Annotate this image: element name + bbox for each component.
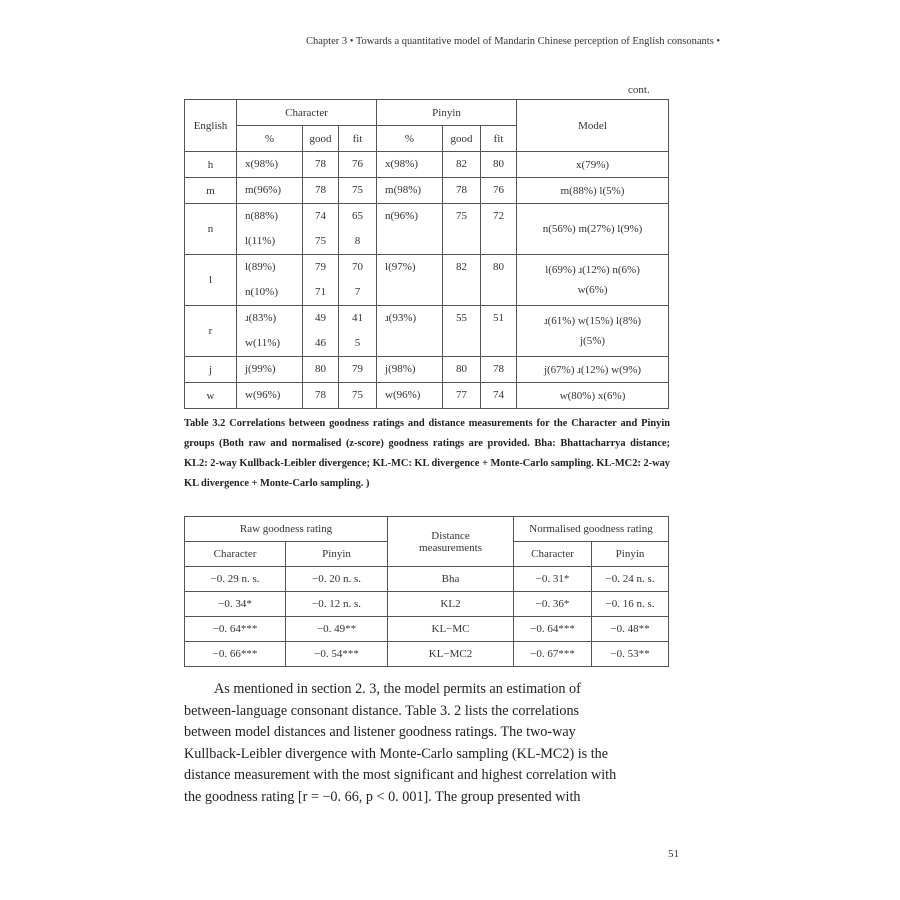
cell-pin-fit <box>481 255 517 306</box>
cell-value: 78 <box>315 184 326 196</box>
cell-char-good <box>303 204 339 255</box>
col-char-pct: % <box>237 126 303 152</box>
cell-value: j(98%) <box>385 363 416 375</box>
cell-value: l(97%) <box>385 261 416 273</box>
table-row <box>185 178 669 204</box>
cell-raw-pinyin: −0. 49** <box>286 617 388 642</box>
cell-value: 8 <box>354 235 361 247</box>
cell-value: 7 <box>354 286 361 298</box>
cell-value: 76 <box>493 184 505 196</box>
cell-char-pct <box>237 357 303 383</box>
col-raw-character: Character <box>185 542 286 567</box>
col-raw: Raw goodness rating <box>185 517 388 542</box>
cell-value: 55 <box>456 312 468 324</box>
cell-value: 76 <box>352 158 363 170</box>
cell-english: n <box>185 204 237 255</box>
model-line: ɹ(61%) w(15%) l(8%) <box>543 315 642 327</box>
cell-pin-pct <box>377 178 443 204</box>
cell-pin-fit <box>481 204 517 255</box>
col-character: Character <box>237 100 377 126</box>
cell-english: l <box>185 255 237 306</box>
cell-value: 5 <box>354 337 361 349</box>
cell-value: 75 <box>315 235 326 247</box>
cell-char-pct <box>237 383 303 409</box>
body-line: the goodness rating [r = −0. 66, p < 0. 001]. The group presented with <box>184 788 581 805</box>
model-line: n(56%) m(27%) l(9%) <box>542 223 643 235</box>
cell-value: 80 <box>493 261 505 273</box>
col-pinyin: Pinyin <box>377 100 517 126</box>
table-row <box>185 306 669 357</box>
cell-norm-pinyin: −0. 24 n. s. <box>592 567 669 592</box>
cell-value: 75 <box>352 184 363 196</box>
cell-pin-good <box>443 255 481 306</box>
cell-english: j <box>185 357 237 383</box>
cell-pin-good <box>443 357 481 383</box>
cell-norm-character: −0. 31* <box>514 567 592 592</box>
col-char-good: good <box>303 126 339 152</box>
cell-char-pct <box>237 152 303 178</box>
page-number: 51 <box>668 848 679 860</box>
cell-char-good <box>303 152 339 178</box>
cell-char-fit <box>339 178 377 204</box>
body-line: Kullback-Leibler divergence with Monte-Carlo sampling (KL-MC2) is the <box>184 745 609 762</box>
cell-norm-character: −0. 36* <box>514 592 592 617</box>
body-line: between model distances and listener goodness ratings. The two-way <box>184 724 576 740</box>
cell-value: 79 <box>315 261 326 273</box>
cell-value: 75 <box>456 210 468 222</box>
cell-value: 75 <box>352 389 363 401</box>
cell-english: w <box>185 383 237 409</box>
body-paragraph <box>184 679 670 808</box>
cell-value: 78 <box>315 158 326 170</box>
cell-value: n(10%) <box>245 286 278 298</box>
cell-pin-fit <box>481 306 517 357</box>
cell-value: 49 <box>315 312 326 324</box>
model-line: j(67%) ɹ(12%) w(9%) <box>543 363 642 376</box>
table-row <box>185 567 669 592</box>
col-distance <box>388 517 514 567</box>
table-row <box>185 357 669 383</box>
cell-char-pct <box>237 306 303 357</box>
cell-raw-character: −0. 64*** <box>185 617 286 642</box>
col-norm: Normalised goodness rating <box>514 517 669 542</box>
cell-value: 70 <box>352 261 363 273</box>
cell-value: 74 <box>315 210 326 222</box>
cell-char-fit <box>339 204 377 255</box>
body-line: distance measurement with the most significant and highest correlation with <box>184 767 617 783</box>
model-line: x(79%) <box>576 158 610 171</box>
cell-pin-pct <box>377 255 443 306</box>
model-line: w(6%) <box>577 284 608 296</box>
cell-model <box>517 178 669 204</box>
col-norm-pinyin: Pinyin <box>592 542 669 567</box>
cell-char-pct <box>237 204 303 255</box>
table-row <box>185 642 669 667</box>
cell-raw-character: −0. 34* <box>185 592 286 617</box>
cell-norm-pinyin: −0. 48** <box>592 617 669 642</box>
model-line: l(69%) ɹ(12%) n(6%) <box>545 264 640 276</box>
cell-value: 78 <box>493 363 505 375</box>
cell-value: x(98%) <box>245 158 278 170</box>
cell-distance: KL−MC2 <box>388 642 514 667</box>
cell-char-fit <box>339 357 377 383</box>
cell-pin-fit <box>481 357 517 383</box>
continued-label: cont. <box>628 84 650 96</box>
cell-value: 46 <box>315 337 326 349</box>
table-row <box>185 152 669 178</box>
cell-pin-pct <box>377 306 443 357</box>
body-line: As mentioned in section 2. 3, the model permits an estimation of <box>214 681 581 697</box>
cell-value: x(98%) <box>385 158 419 170</box>
cell-value: ɹ(93%) <box>385 312 417 324</box>
model-line: w(80%) x(6%) <box>559 389 626 402</box>
cell-pin-pct <box>377 357 443 383</box>
cell-char-good <box>303 255 339 306</box>
cell-value: 74 <box>493 389 505 401</box>
cell-char-good <box>303 357 339 383</box>
col-distance-line2: measurements <box>419 541 482 554</box>
cell-raw-pinyin: −0. 12 n. s. <box>286 592 388 617</box>
cell-char-pct <box>237 178 303 204</box>
col-distance-line1: Distance <box>431 529 470 542</box>
cell-char-fit <box>339 255 377 306</box>
col-pin-good: good <box>443 126 481 152</box>
cell-value: 82 <box>456 158 468 170</box>
cell-raw-pinyin: −0. 54*** <box>286 642 388 667</box>
cell-raw-character: −0. 29 n. s. <box>185 567 286 592</box>
cell-value: w(96%) <box>385 389 421 401</box>
cell-pin-pct <box>377 204 443 255</box>
cell-model <box>517 357 669 383</box>
cell-value: l(11%) <box>245 235 276 247</box>
running-header: Chapter 3 • Towards a quantitative model of Mandarin Chinese perception of English consonants • <box>306 36 721 47</box>
col-model: Model <box>517 100 669 152</box>
cell-value: 72 <box>493 210 505 222</box>
table-row <box>185 617 669 642</box>
cell-value: l(89%) <box>245 261 276 273</box>
cell-value: 80 <box>315 363 326 375</box>
table-row <box>185 204 669 255</box>
cell-value: 41 <box>352 312 363 324</box>
cell-model <box>517 255 669 306</box>
cell-char-pct <box>237 255 303 306</box>
cell-model <box>517 204 669 255</box>
cell-value: 71 <box>315 286 326 298</box>
cell-pin-good <box>443 178 481 204</box>
table-3-2-caption: Table 3.2 Correlations between goodness ratings and distance measurements for the Character and Pinyin groups (Both raw and normalised (z-score) goodness ratings are provided. Bha: Bhattacharrya distance; KL2: 2-way Kullback-Leibler divergence; KL-MC: KL divergence + Monte-Carlo sampling. KL-MC2: 2-way KL divergence + Monte-Carlo sampling. ) <box>184 418 670 489</box>
cell-value: n(96%) <box>385 210 419 222</box>
cell-value: 77 <box>456 389 468 401</box>
col-pin-pct: % <box>377 126 443 152</box>
cell-raw-pinyin: −0. 20 n. s. <box>286 567 388 592</box>
cell-norm-pinyin: −0. 16 n. s. <box>592 592 669 617</box>
col-char-fit: fit <box>339 126 377 152</box>
cell-distance: KL−MC <box>388 617 514 642</box>
cell-value: ɹ(83%) <box>245 312 277 324</box>
table-3-1-continued <box>184 99 669 409</box>
cell-value: m(96%) <box>245 184 282 196</box>
table-row <box>185 255 669 306</box>
cell-pin-pct <box>377 383 443 409</box>
cell-distance: Bha <box>388 567 514 592</box>
body-line: between-language consonant distance. Table 3. 2 lists the correlations <box>184 702 580 719</box>
cell-english: h <box>185 152 237 178</box>
cell-norm-character: −0. 64*** <box>514 617 592 642</box>
model-line: j(5%) <box>580 335 606 347</box>
cell-value: n(88%) <box>245 210 278 222</box>
cell-pin-fit <box>481 152 517 178</box>
table-3-2 <box>184 516 669 667</box>
cell-value: 82 <box>456 261 468 273</box>
cell-char-fit <box>339 152 377 178</box>
cell-value: m(98%) <box>385 184 422 196</box>
cell-pin-good <box>443 152 481 178</box>
cell-norm-pinyin: −0. 53** <box>592 642 669 667</box>
table-row <box>185 592 669 617</box>
cell-pin-pct <box>377 152 443 178</box>
cell-char-good <box>303 306 339 357</box>
cell-english: m <box>185 178 237 204</box>
model-line: m(88%) l(5%) <box>560 184 625 197</box>
cell-pin-fit <box>481 178 517 204</box>
cell-value: j(99%) <box>245 363 276 375</box>
cell-value: 78 <box>315 389 326 401</box>
cell-pin-good <box>443 383 481 409</box>
cell-char-fit <box>339 383 377 409</box>
cell-char-good <box>303 178 339 204</box>
cell-norm-character: −0. 67*** <box>514 642 592 667</box>
cell-value: 51 <box>493 312 505 324</box>
cell-pin-fit <box>481 383 517 409</box>
cell-pin-good <box>443 306 481 357</box>
col-english: English <box>185 100 237 152</box>
cell-value: 78 <box>456 184 468 196</box>
cell-value: 79 <box>352 363 363 375</box>
col-pin-fit: fit <box>481 126 517 152</box>
cell-pin-good <box>443 204 481 255</box>
cell-value: 65 <box>352 210 363 222</box>
cell-value: 80 <box>493 158 505 170</box>
cell-raw-character: −0. 66*** <box>185 642 286 667</box>
cell-value: 80 <box>456 363 468 375</box>
col-norm-character: Character <box>514 542 592 567</box>
cell-value: w(11%) <box>245 337 281 349</box>
col-raw-pinyin: Pinyin <box>286 542 388 567</box>
cell-char-fit <box>339 306 377 357</box>
cell-value: w(96%) <box>245 389 281 401</box>
cell-distance: KL2 <box>388 592 514 617</box>
cell-model <box>517 152 669 178</box>
cell-char-good <box>303 383 339 409</box>
cell-model <box>517 383 669 409</box>
table-row <box>185 383 669 409</box>
cell-model <box>517 306 669 357</box>
cell-english: r <box>185 306 237 357</box>
